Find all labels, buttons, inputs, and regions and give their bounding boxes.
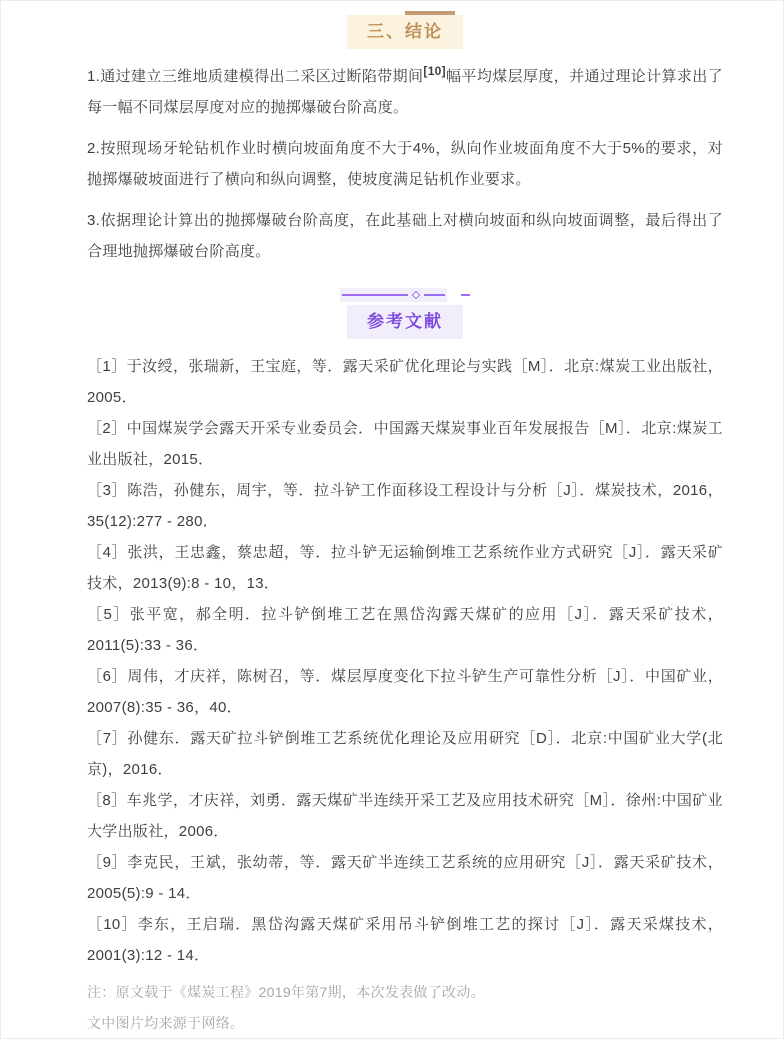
- note-line-2: 文中图片均来源于网络。: [87, 1015, 245, 1031]
- footer-notes: [87, 977, 723, 1039]
- note-line-1: 注：原文载于《煤炭工程》2019年第7期，本次发表做了改动。: [87, 984, 485, 1000]
- reference-item-4: ［4］张洪，王忠鑫，蔡忠超，等．拉斗铲无运输倒堆工艺系统作业方式研究［J］．露天采矿技术，2013(9):8 - 10，13．: [87, 544, 723, 592]
- reference-item-3: ［3］陈浩，孙健东，周宇，等．拉斗铲工作面移设工程设计与分析［J］．煤炭技术，2016，35(12):277 - 280．: [87, 482, 723, 530]
- reference-item-2: ［2］中国煤炭学会露天开采专业委员会．中国露天煤炭事业百年发展报告［M］．北京:煤炭工业出版社，2015．: [87, 420, 723, 468]
- diamond-icon: [412, 291, 420, 299]
- references-title: 参考文献: [367, 312, 443, 331]
- divider-dash: [461, 294, 470, 296]
- reference-item-8: ［8］车兆学，才庆祥，刘勇．露天煤矿半连续开采工艺及应用技术研究［M］．徐州:中国矿业大学出版社，2006．: [87, 792, 723, 840]
- reference-item-6: ［6］周伟，才庆祥，陈树召，等．煤层厚度变化下拉斗铲生产可靠性分析［J］．中国矿业，2007(8):35 - 36，40．: [87, 668, 723, 716]
- divider-line: [424, 294, 445, 296]
- section-divider: [87, 289, 723, 301]
- conclusion-paragraph-1-text: 1.通过建立三维地质建模得出二采区过断陷带期间: [87, 68, 424, 85]
- reference-item-10: ［10］李东，王启瑞．黑岱沟露天煤矿采用吊斗铲倒堆工艺的探讨［J］．露天采煤技术，2001(3):12 - 14．: [87, 916, 723, 964]
- header-accent-bar: [405, 11, 455, 15]
- conclusion-paragraph-1: [87, 61, 723, 123]
- conclusion-paragraph-1-continued: 幅平均煤层厚度，并通过理论计算求出了每一幅不同煤层厚度对应的抛掷爆破台阶高度。: [87, 68, 723, 116]
- reference-item-1: ［1］于汝绶，张瑞新，王宝庭，等．露天采矿优化理论与实践［M］．北京:煤炭工业出版社，2005．: [87, 358, 723, 406]
- references-section-header: [347, 305, 463, 339]
- divider-chip: [340, 288, 447, 302]
- divider-line: [342, 294, 408, 296]
- conclusion-paragraph-3: 3.依据理论计算出的抛掷爆破台阶高度，在此基础上对横向坡面和纵向坡面调整，最后得出了合理地抛掷爆破台阶高度。: [87, 212, 723, 260]
- reference-item-9: ［9］李克民，王斌，张幼蒂，等．露天矿半连续工艺系统的应用研究［J］．露天采矿技术，2005(5):9 - 14．: [87, 854, 723, 902]
- reference-item-7: ［7］孙健东．露天矿拉斗铲倒堆工艺系统优化理论及应用研究［D］．北京:中国矿业大学(北京)，2016．: [87, 730, 723, 778]
- citation-superscript: [10]: [423, 64, 446, 78]
- conclusion-paragraph-2: 2.按照现场牙轮钻机作业时横向坡面角度不大于4%，纵向作业坡面角度不大于5%的要求，对抛掷爆破坡面进行了横向和纵向调整，使坡度满足钻机作业要求。: [87, 140, 723, 188]
- conclusion-title: 三、结论: [367, 22, 443, 41]
- conclusion-section-header: [347, 15, 463, 49]
- reference-item-5: ［5］张平宽，郝全明．拉斗铲倒堆工艺在黑岱沟露天煤矿的应用［J］．露天采矿技术，2011(5):33 - 36．: [87, 606, 723, 654]
